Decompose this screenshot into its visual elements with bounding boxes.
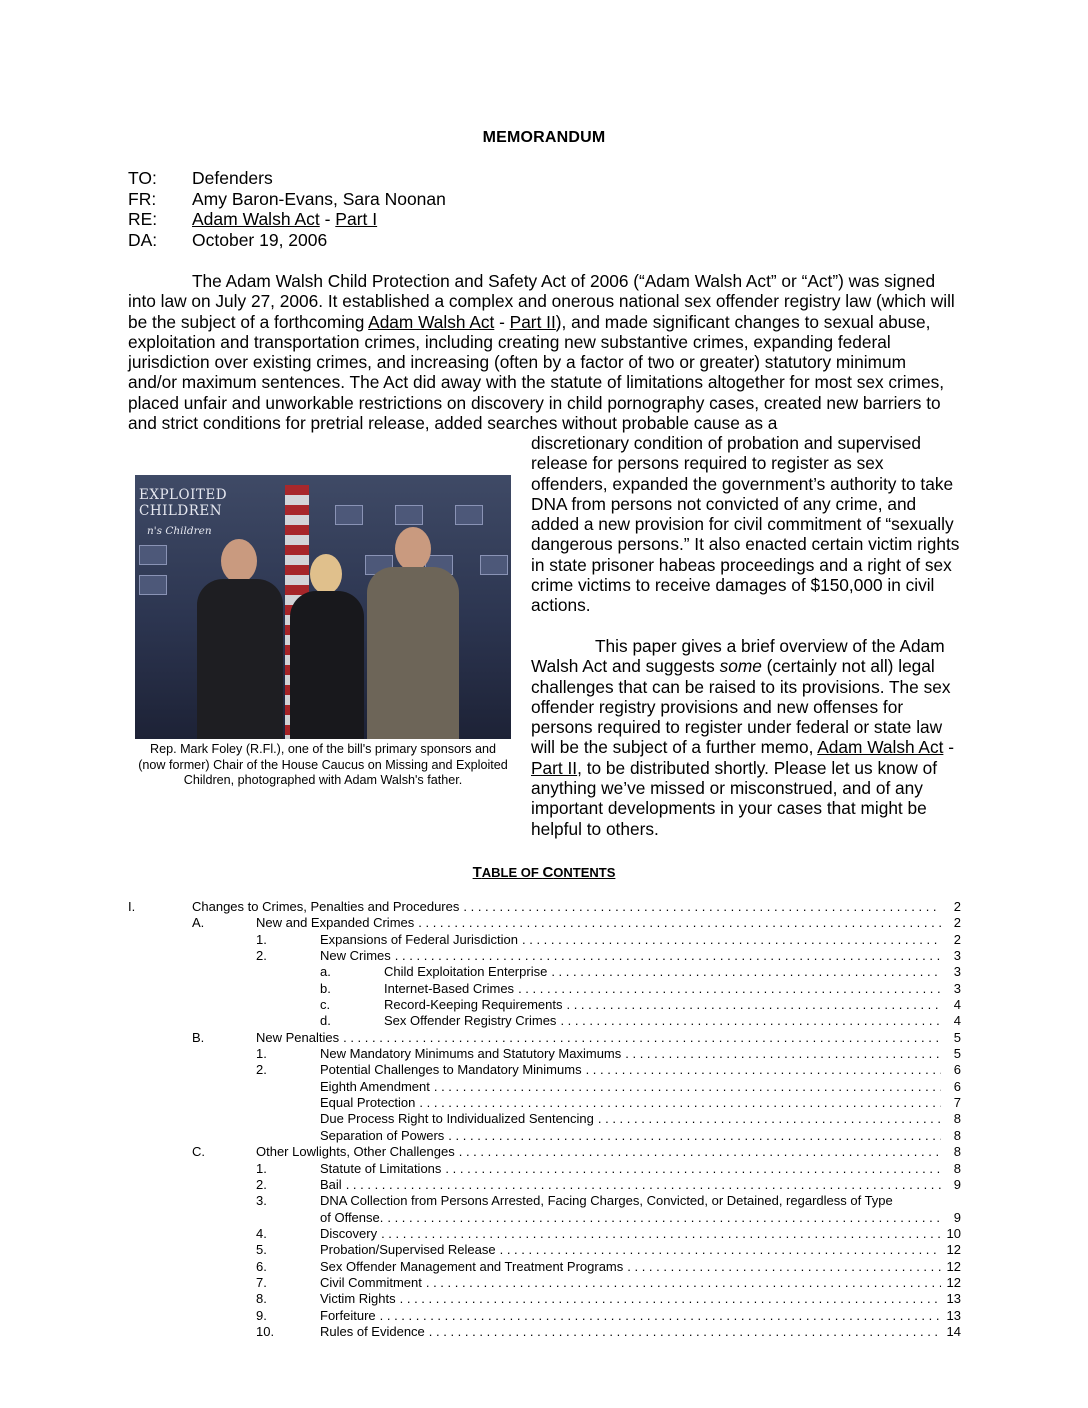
overview-text-c: , to be distributed shortly. Please let us know of anything we’ve missed or misconstrued, and of any important developments in your cases that might be helpful to others. [531,757,938,839]
event-photo [135,475,511,739]
header-label: RE: [128,209,158,229]
toc-leader [551,964,941,980]
photo-banner-line2: n's Children [147,525,212,537]
header-row-re [128,209,446,230]
toc-entry-number: 2. [256,1062,267,1078]
toc-entry-label: Victim Rights [320,1291,396,1307]
toc-entry-page: 9 [953,1176,961,1192]
toc-leader [343,1030,941,1046]
toc-entry-number: I. [128,899,136,914]
overview-separator: - [943,737,954,758]
intro-text-a: The Adam Walsh Child Protection and Safety Act of 2006 (“Adam Walsh Act” or “Act”) was signed into law on July 27, 2006. It established a complex and onerous national sex offender registry law (which will be the subject of a forthcoming [128,271,955,332]
header-label: TO: [128,168,157,188]
toc-entry[interactable] [128,1161,961,1177]
toc-title: TABLE OF CONTENTS [472,864,616,881]
toc-entry-label: Other Lowlights, Other Challenges [256,1144,455,1160]
toc-entry[interactable] [128,1079,961,1095]
toc-entry[interactable] [128,899,961,915]
toc-entry-page: 8 [953,1144,961,1160]
header-label: FR: [128,188,157,209]
toc-leader [387,1210,941,1226]
photo-caption: Rep. Mark Foley (R.Fl.), one of the bill's primary sponsors and (now former) Chair of the House Caucus on Missing and Exploited Children, photographed with Adam Walsh's father. [138,742,508,788]
toc-leader [419,1095,941,1111]
toc-entry-page: 12 [946,1274,961,1290]
toc-leader [381,1226,941,1242]
toc-leader [448,1128,941,1144]
overview-emphasis: some [719,656,762,677]
header-value: Defenders [192,168,273,188]
toc-entry[interactable] [128,1095,961,1111]
toc-entry[interactable] [128,1128,961,1144]
re-link-act: Adam Walsh Act [192,209,320,229]
toc-entry[interactable] [128,1046,961,1062]
toc-entry[interactable] [128,1144,961,1160]
toc-entry-label: Separation of Powers [320,1127,445,1143]
toc-entry-label: Sex Offender Registry Crimes [384,1013,557,1029]
intro-link-act: Adam Walsh Act [368,311,495,332]
photo-banner-line1: EXPLOITED CHILDREN [139,487,228,519]
table-of-contents [128,899,961,1340]
header-value: October 19, 2006 [192,229,328,250]
person-figure [290,554,364,739]
toc-entry-label: New Crimes [320,948,391,964]
toc-entry-page: 8 [953,1127,961,1143]
overview-paragraph [531,636,961,839]
toc-entry-label: DNA Collection from Persons Arrested, Facing Charges, Convicted, or Detained, regardless of Type [320,1193,893,1209]
header-label: DA: [128,229,158,250]
toc-entry-page: 3 [953,948,961,964]
toc-leader [434,1079,941,1095]
person-figure [367,527,459,739]
toc-entry-page: 4 [953,1013,961,1029]
toc-entry-number: a. [320,964,331,980]
header-row-date [128,230,446,251]
toc-entry-page: 13 [946,1307,961,1323]
toc-entry-number: 1. [256,1046,267,1062]
toc-entry[interactable] [128,1242,961,1258]
header-row-from [128,189,446,210]
toc-leader [395,948,941,964]
toc-entry[interactable] [128,997,961,1013]
toc-entry[interactable] [128,1193,961,1209]
toc-leader [625,1046,941,1062]
toc-entry-number: d. [320,1013,331,1029]
toc-entry-page: 13 [946,1291,961,1307]
toc-entry-page: 6 [953,1078,961,1094]
toc-leader [426,1275,941,1291]
toc-leader [598,1111,941,1127]
toc-entry-label: Changes to Crimes, Penalties and Procedures [192,899,460,914]
toc-leader [586,1062,941,1078]
toc-entry[interactable] [128,1226,961,1242]
toc-entry-label: of Offense. [320,1209,384,1225]
toc-entry-label: New Mandatory Minimums and Statutory Maximums [320,1046,622,1062]
re-separator: - [319,209,336,229]
header-row-to [128,168,446,189]
toc-entry-page: 12 [946,1258,961,1274]
toc-entry-page: 8 [953,1111,961,1127]
overview-text-a: This paper gives a brief overview of the Adam Walsh Act and suggests [531,635,945,677]
toc-entry-label: Record-Keeping Requirements [384,997,563,1013]
toc-entry-label: Discovery [320,1225,378,1241]
toc-entry[interactable] [128,932,961,948]
toc-leader [346,1177,941,1193]
toc-entry-label: New and Expanded Crimes [256,915,415,931]
toc-entry-label: Eighth Amendment [320,1078,430,1094]
toc-entry-page: 5 [953,1029,961,1045]
toc-entry[interactable] [128,1210,961,1226]
toc-entry-number: A. [192,915,205,931]
toc-entry[interactable] [128,1291,961,1307]
toc-entry-label: Statute of Limitations [320,1160,442,1176]
toc-entry-number: 8. [256,1291,267,1307]
toc-entry-page: 10 [946,1225,961,1241]
toc-entry-label: Probation/Supervised Release [320,1242,496,1258]
toc-entry-label: New Penalties [256,1029,340,1045]
toc-entry-label: Child Exploitation Enterprise [384,964,548,980]
toc-entry[interactable] [128,1275,961,1291]
toc-entry-number: 1. [256,931,267,947]
toc-entry-page: 2 [953,931,961,947]
toc-leader [518,981,941,997]
logo-icon [395,505,423,525]
toc-entry-number: 2. [256,948,267,964]
toc-entry-number: c. [320,997,331,1013]
toc-entry-number: 2. [256,1176,267,1192]
toc-entry-page: 3 [953,980,961,996]
toc-entry-label: Due Process Right to Individualized Sentencing [320,1111,594,1127]
toc-entry[interactable] [128,1308,961,1324]
memo-header [128,168,446,250]
intro-continuation: discretionary condition of probation and supervised release for persons required to register as sex offenders, expanded the government’s authority to take DNA from persons not convicted of any crime, and added a new provision for civil commitment of “sexually dangerous persons.” It also enacted certain victim rights in state prisoner habeas proceedings and a right of sex crime victims to receive damages of $150,000 in civil actions. [531,433,960,616]
toc-leader [627,1259,941,1275]
logo-icon [139,545,167,565]
re-link-part: Part I [335,209,378,229]
toc-leader [522,932,941,948]
toc-entry[interactable] [128,1324,961,1340]
toc-entry-number: 4. [256,1225,267,1241]
toc-entry-page: 9 [953,1209,961,1225]
intro-text-b: ), and made significant changes to sexual abuse, exploitation and transportation crimes, including creating new substantive crimes, expanding federal jurisdiction over existing crimes, and increasing (often by a factor of two or greater) statutory minimum and/or maximum sentences. The Act did away with the statute of limitations altogether for most sex crimes, placed unfair and unworkable restrictions on discovery in child pornography cases, created new barriers to and strict conditions for pretrial release, added searches without probable cause as a [128,311,945,434]
memo-title: MEMORANDUM [482,129,606,146]
toc-entry-number: 6. [256,1258,267,1274]
toc-entry-page: 8 [953,1160,961,1176]
overview-link-act: Adam Walsh Act [817,737,944,758]
toc-leader [463,899,941,915]
toc-entry-page: 3 [953,964,961,980]
logo-icon [335,505,363,525]
toc-leader [560,1013,941,1029]
toc-entry[interactable] [128,948,961,964]
toc-leader [500,1242,941,1258]
toc-entry-label: Internet-Based Crimes [384,980,515,996]
toc-entry[interactable] [128,1013,961,1029]
toc-entry-label: Equal Protection [320,1095,416,1111]
toc-entry-label: Expansions of Federal Jurisdiction [320,931,518,947]
toc-entry[interactable] [128,1111,961,1127]
logo-icon [480,555,508,575]
toc-entry[interactable] [128,1259,961,1275]
toc-entry-page: 7 [953,1095,961,1111]
photo-banner [135,483,283,541]
toc-entry[interactable] [128,1177,961,1193]
toc-entry-number: b. [320,980,331,996]
toc-leader [445,1161,941,1177]
header-value: Amy Baron-Evans, Sara Noonan [192,188,446,209]
toc-entry-number: 5. [256,1242,267,1258]
toc-entry-number: 9. [256,1307,267,1323]
toc-entry-number: C. [192,1144,205,1160]
toc-entry[interactable] [128,1062,961,1078]
toc-entry-page: 14 [946,1323,961,1339]
toc-entry[interactable] [128,964,961,980]
intro-paragraph [128,271,958,433]
toc-entry[interactable] [128,915,961,931]
toc-entry-number: 3. [256,1193,267,1209]
toc-entry-label: Forfeiture [320,1307,376,1323]
toc-entry-label: Potential Challenges to Mandatory Minimums [320,1062,582,1078]
person-figure [197,539,283,739]
toc-leader [429,1324,941,1340]
toc-entry-page: 6 [953,1062,961,1078]
toc-leader [400,1291,941,1307]
toc-entry-number: B. [192,1029,205,1045]
toc-entry-page: 2 [953,899,961,914]
toc-entry[interactable] [128,1030,961,1046]
overview-link-part: Part II [531,757,578,778]
intro-link-part: Part II [509,311,556,332]
toc-entry-label: Civil Commitment [320,1274,422,1290]
toc-entry[interactable] [128,981,961,997]
overview-text-b: (certainly not all) legal challenges that can be raised to its provisions. The sex offender registry provisions and new offenses for persons required to register under federal or state law will be the subject of a further memo, [531,656,951,758]
toc-entry-page: 12 [946,1242,961,1258]
toc-entry-label: Bail [320,1176,342,1192]
toc-leader [418,915,941,931]
toc-entry-page: 5 [953,1046,961,1062]
intro-separator: - [494,311,510,332]
toc-entry-number: 7. [256,1274,267,1290]
toc-leader [380,1308,941,1324]
toc-leader [566,997,941,1013]
toc-leader [459,1144,941,1160]
toc-entry-page: 2 [953,915,961,931]
toc-entry-number: 1. [256,1160,267,1176]
header-value [192,209,377,230]
toc-entry-label: Sex Offender Management and Treatment Programs [320,1258,624,1274]
toc-entry-number: 10. [256,1323,275,1339]
toc-entry-label: Rules of Evidence [320,1323,425,1339]
logo-icon [139,575,167,595]
toc-entry-page: 4 [953,997,961,1013]
right-column [531,433,961,839]
logo-icon [455,505,483,525]
